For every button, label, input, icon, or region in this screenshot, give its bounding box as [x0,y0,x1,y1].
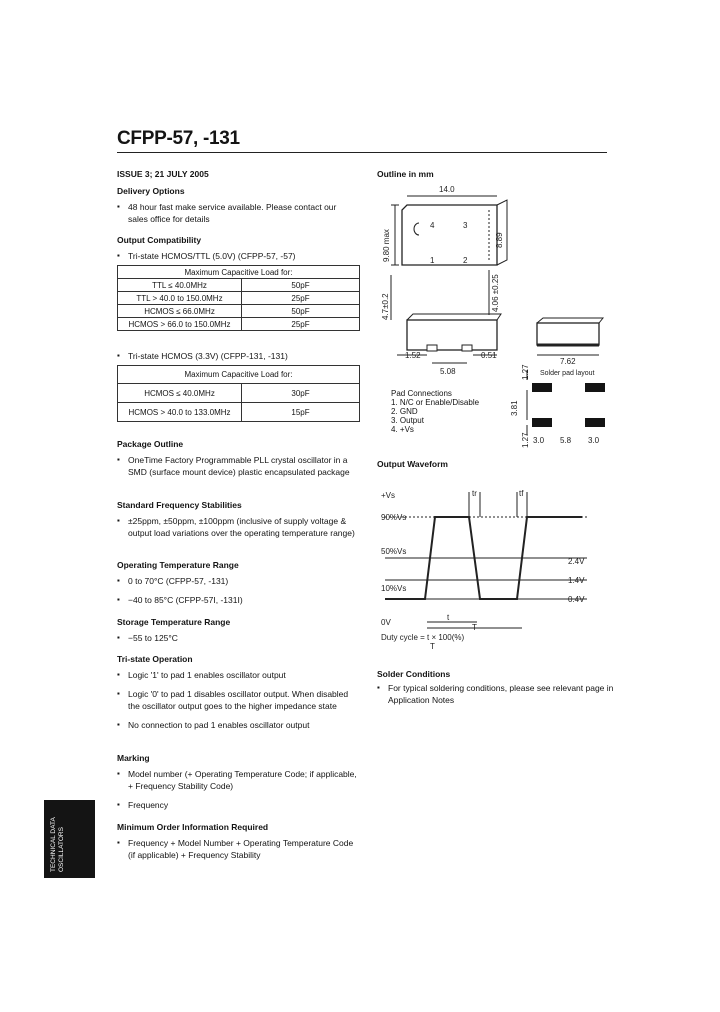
output-compat-heading: Output Compatibility [117,235,202,245]
output-compat-item-2-wrap [117,350,357,366]
table-cell: TTL > 40.0 to 150.0MHz [118,292,242,305]
issue-line: ISSUE 3; 21 JULY 2005 [117,169,209,179]
tristate-section [117,654,357,735]
table-cell: HCMOS ≤ 40.0MHz [118,384,242,403]
pad-connections [391,389,479,434]
output-compat-section [117,235,357,266]
package-side-view [407,320,497,350]
dim-solder-w: 7.62 [560,357,576,366]
solder-pad [585,383,605,392]
duty-T: T [430,642,435,650]
table-cell: HCMOS ≤ 66.0MHz [118,305,242,318]
tristate-item-2: ▪ Logic '0' to pad 1 disables oscillator output. When disabled the oscillator output goes to the higher impedance state [117,688,357,712]
storage-item: ▪ −55 to 125°C [117,632,357,644]
package-section [117,439,357,482]
table-cell: HCMOS > 40.0 to 133.0MHz [118,403,242,422]
tristate-heading: Tri-state Operation [117,654,193,664]
table-cell: 25pF [242,318,360,331]
solder-pad [532,383,552,392]
min-order-item: ▪ Frequency + Model Number + Operating Temperature Code (if applicable) + Frequency Stability [117,837,357,861]
output-compat-item-2: ▪ Tri-state HCMOS (3.3V) (CFPP-131, -131) [117,350,357,362]
waveform-heading: Output Waveform [377,459,448,469]
outline-heading: Outline in mm [377,169,434,179]
table-cell: HCMOS > 66.0 to 150.0MHz [118,318,242,331]
label-0v: 0V [381,618,391,627]
waveform-drawing [377,480,607,650]
label-04v: 0.4V [568,595,585,604]
label-tr: tr [472,489,477,498]
label-tf: tf [519,489,524,498]
marking-item-2: ▪ Frequency [117,799,357,811]
solder-section [377,669,617,710]
table-row [118,305,360,318]
label-90: 90%Vs [381,513,407,522]
op-temp-item-2: ▪ −40 to 85°C (CFPP-57I, -131I) [117,594,357,606]
table-row [118,403,360,422]
marking-section [117,753,357,815]
side-tab [44,800,95,878]
dim-s2: 3.81 [510,400,519,416]
min-order-heading: Minimum Order Information Required [117,822,269,832]
tristate-item-3: ▪ No connection to pad 1 enables oscillator output [117,719,357,731]
table-row [118,292,360,305]
solder-pad [585,418,605,427]
table-cell: TTL ≤ 40.0MHz [118,279,242,292]
dim-pitch1: 1.52 [405,351,421,360]
side-tab-line-1: TECHNICAL DATA [50,817,57,872]
marking-item-1: ▪ Model number (+ Operating Temperature Code; if applicable, + Frequency Stability Code) [117,768,357,792]
delivery-heading: Delivery Options [117,186,185,196]
output-compat-item-1: ▪ Tri-state HCMOS/TTL (5.0V) (CFPP-57, -57) [117,250,357,262]
stability-heading: Standard Frequency Stabilities [117,500,242,510]
marking-heading: Marking [117,753,150,763]
table-cell: 50pF [242,305,360,318]
dim-width: 14.0 [439,185,455,194]
side-tab-text [50,817,66,872]
label-10: 10%Vs [381,584,407,593]
dim-s1: 1.27 [521,364,530,380]
pin-label: 1 [430,256,435,265]
min-order-section [117,822,357,865]
table-cell: 30pF [242,384,360,403]
table-header: Maximum Capacitive Load for: [118,266,360,279]
package-top-view [402,205,497,265]
op-temp-section [117,560,357,610]
dim-s6: 3.0 [588,436,600,445]
table-cell: 25pF [242,292,360,305]
op-temp-heading: Operating Temperature Range [117,560,239,570]
table-cell: 50pF [242,279,360,292]
table-row [118,279,360,292]
label-14v: 1.4V [568,576,585,585]
dim-height: 9.80 max [382,229,391,262]
solder-heading: Solder Conditions [377,669,451,679]
dim-inner: 8.89 [495,232,504,248]
package-item: ▪ OneTime Factory Programmable PLL crystal oscillator in a SMD (surface mount device) plastic encapsulated package [117,454,357,478]
table-row [118,318,360,331]
dim-s3: 1.27 [521,432,530,448]
dim-pad-h: 4.06 ±0.25 [491,274,500,312]
stability-section [117,500,357,543]
label-vs: +Vs [381,491,396,500]
solder-pad [532,418,552,427]
pin-label: 4 [430,221,435,230]
label-50: 50%Vs [381,547,407,556]
label-t: t [447,613,450,622]
delivery-item: ▪ 48 hour fast make service available. Please contact our sales office for details [117,201,357,225]
label-24v: 2.4V [568,557,585,566]
solder-layout-label: Solder pad layout [540,370,595,377]
side-pad [462,345,472,351]
dim-thick: 4.7±0.2 [381,293,390,320]
tristate-item-1: ▪ Logic '1' to pad 1 enables oscillator output [117,669,357,681]
pad-heading: Pad Connections [391,389,452,398]
pad-item: 4. +Vs [391,425,414,434]
capacitive-load-table-5v [117,265,360,331]
storage-section [117,617,357,648]
dim-span: 5.08 [440,367,456,376]
dim-pitch2: 0.51 [481,351,497,360]
side-pad [427,345,437,351]
title-rule [117,152,607,153]
orientation-notch [414,223,419,235]
pad-item: 3. Output [391,416,424,425]
package-heading: Package Outline [117,439,184,449]
pad-item: 2. GND [391,407,418,416]
pin-label: 3 [463,221,468,230]
delivery-section [117,186,357,229]
package-side-top [407,314,501,320]
table-header: Maximum Capacitive Load for: [118,366,360,384]
storage-heading: Storage Temperature Range [117,617,231,627]
stability-item: ▪ ±25ppm, ±50ppm, ±100ppm (inclusive of supply voltage & output load variations over the operating temperature range) [117,515,357,539]
dim-s5: 5.8 [560,436,572,445]
page-title: CFPP-57, -131 [117,128,240,149]
dim-s4: 3.0 [533,436,545,445]
table-cell: 15pF [242,403,360,422]
label-T: T [472,623,477,632]
op-temp-item-1: ▪ 0 to 70°C (CFPP-57, -131) [117,575,357,587]
side-tab-line-2: OSCILLATORS [58,827,65,872]
package-end-top [537,318,603,323]
duty-cycle: Duty cycle = t × 100(%) [381,633,465,642]
pin-label: 2 [463,256,468,265]
solder-item: ▪ For typical soldering conditions, please see relevant page in Application Notes [377,682,617,706]
table-row [118,384,360,403]
capacitive-load-table-3v3 [117,365,360,422]
package-end-view [537,323,599,345]
pad-item: 1. N/C or Enable/Disable [391,398,480,407]
